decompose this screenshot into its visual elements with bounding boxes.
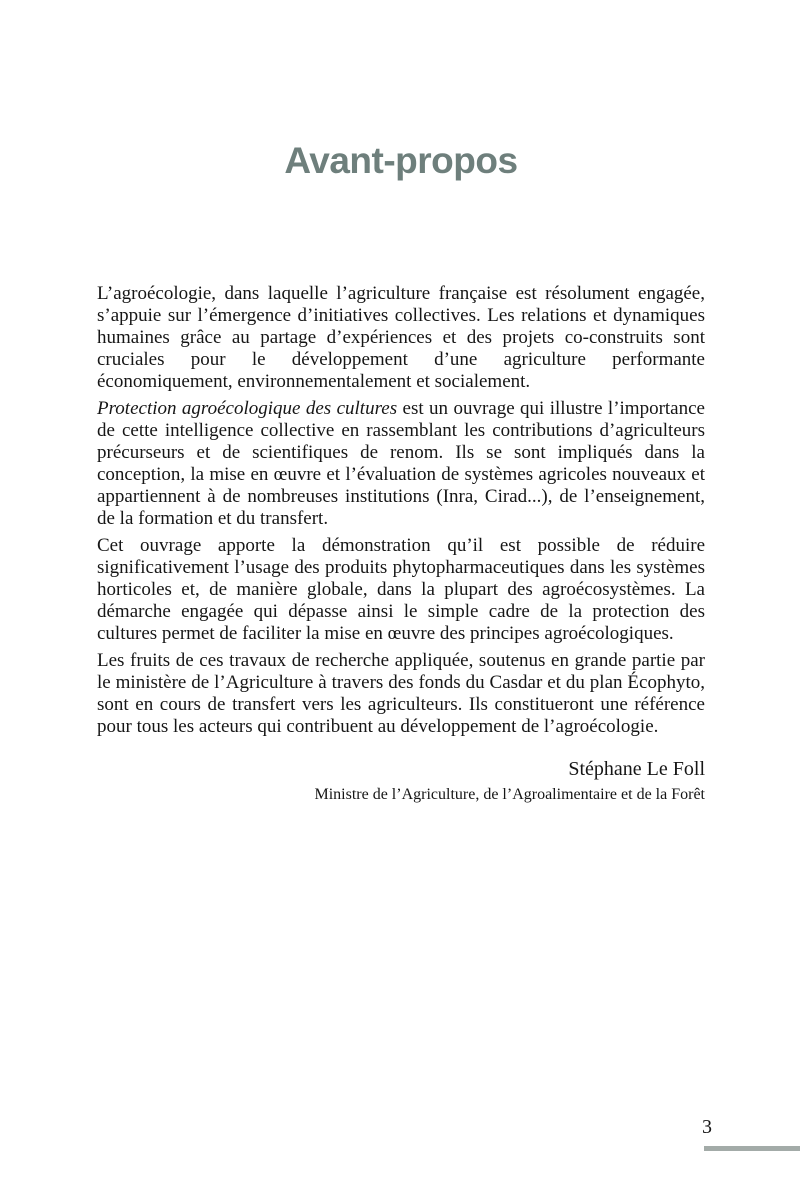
page-title: Avant-propos — [284, 140, 518, 181]
paragraph — [97, 283, 705, 393]
paragraph-text: Les fruits de ces travaux de recherche appliquée, soutenus en grande partie par le ministère de l’Agriculture à travers des fonds du Casdar et du plan Écophyto, sont en cours de transfert vers les agriculteurs. Ils constitueront une référence pour tous les acteurs qui contribuent au développement de l’agroécologie. — [97, 650, 705, 737]
book-title-italic: Protection agroécologique des cultures — [97, 398, 398, 419]
paragraph-text: Cet ouvrage apporte la démonstration qu’il est possible de réduire significativement l’usage des produits phytopharmaceutiques dans les systèmes horticoles et, de manière globale, dans la plupart des agroécosystèmes. La démarche engagée qui dépasse ainsi le simple cadre de la protection des cultures permet de faciliter la mise en œuvre des principes agroécologiques. — [97, 535, 705, 644]
paragraph — [97, 398, 705, 530]
paragraph — [97, 535, 705, 645]
paragraph-text: est un ouvrage qui illustre l’importance de cette intelligence collective en rassemblant les contributions d’agriculteurs précurseurs et de scientifiques de renom. Ils se sont impliqués dans la conception, la mise en œuvre et l’évaluation de systèmes agricoles nouveaux et appartiennent à de nombreuses institutions (Inra, Cirad...), de l’enseignement, de la formation et du transfert. — [97, 398, 705, 529]
paragraph-text: L’agroécologie, dans laquelle l’agriculture française est résolument engagée, s’appuie sur l’émergence d’initiatives collectives. Les relations et dynamiques humaines grâce au partage d’expériences et des projets co-construits sont cruciales pour le développement d’une agriculture performante économiquement, environnementalement et socialement. — [97, 283, 705, 392]
signature-block — [97, 758, 705, 806]
signature-name: Stéphane Le Foll — [568, 758, 705, 780]
body-text — [97, 283, 705, 806]
page-number: 3 — [702, 1116, 712, 1138]
footer-rule — [704, 1146, 800, 1151]
paragraph — [97, 650, 705, 738]
signature-role: Ministre de l’Agriculture, de l’Agroalimentaire et de la Forêt — [314, 786, 705, 803]
